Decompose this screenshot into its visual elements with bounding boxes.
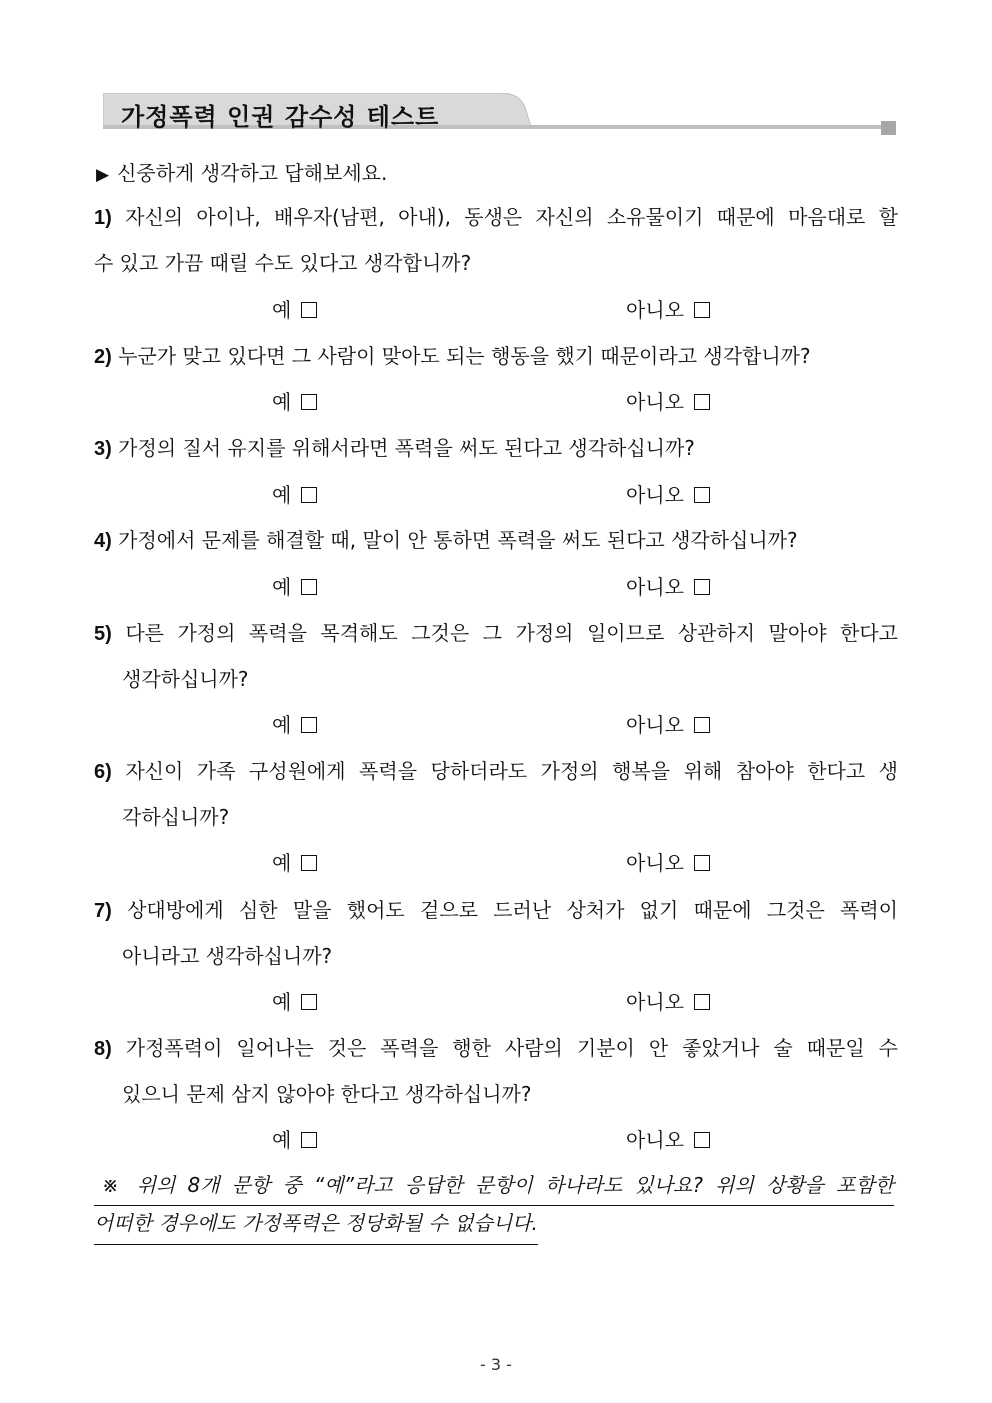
- checkbox-icon[interactable]: [301, 855, 317, 871]
- checkbox-icon[interactable]: [301, 394, 317, 410]
- answer-no-8[interactable]: [626, 1125, 710, 1155]
- answer-no-2[interactable]: [626, 387, 710, 417]
- answer-yes-5[interactable]: [272, 710, 317, 740]
- answer-no-6[interactable]: [626, 848, 710, 878]
- question-4: [94, 517, 898, 563]
- answer-yes-label: 예: [272, 1128, 292, 1152]
- question-number: 4): [94, 530, 112, 552]
- question-line: [94, 1025, 898, 1071]
- checkbox-icon[interactable]: [301, 579, 317, 595]
- question-text: 자신의 아이나, 배우자(남편, 아내), 동생은 자신의 소유물이기 때문에 마음대로 할: [125, 205, 898, 229]
- question-line: [94, 887, 898, 933]
- checkbox-icon[interactable]: [301, 994, 317, 1010]
- question-number: 6): [94, 761, 112, 783]
- question-text: 상대방에게 심한 말을 했어도 겉으로 드러난 상처가 없기 때문에 그것은 폭력이: [127, 898, 898, 922]
- intro-text: 신중하게 생각하고 답해보세요.: [117, 161, 388, 185]
- question-text: 다른 가정의 폭력을 목격해도 그것은 그 가정의 일이므로 상관하지 말아야 한다고: [125, 621, 898, 645]
- question-line: [94, 748, 898, 794]
- question-number: 7): [94, 900, 112, 922]
- page-number: - 3 -: [480, 1355, 512, 1374]
- answer-yes-label: 예: [272, 575, 292, 599]
- note-line-1: ※ 위의 8개 문항 중 “예”라고 응답한 문항이 하나라도 있나요? 위의 상황을 포함한: [94, 1168, 894, 1206]
- answer-no-5[interactable]: [626, 710, 710, 740]
- answer-yes-8[interactable]: [272, 1125, 317, 1155]
- question-line: [94, 194, 898, 240]
- answer-no-label: 아니오: [626, 575, 684, 599]
- question-number: 5): [94, 623, 112, 645]
- question-line: 아니라고 생각하십니까?: [122, 944, 333, 968]
- section-header: [103, 93, 898, 138]
- answer-yes-1[interactable]: [272, 295, 317, 325]
- question-text: 가정에서 문제를 해결할 때, 말이 안 통하면 폭력을 써도 된다고 생각하십니까?: [118, 528, 798, 552]
- checkbox-icon[interactable]: [694, 394, 710, 410]
- question-number: 8): [94, 1038, 112, 1060]
- play-arrow-icon: ▶: [96, 165, 110, 185]
- checkbox-icon[interactable]: [694, 579, 710, 595]
- checkbox-icon[interactable]: [301, 487, 317, 503]
- answer-yes-6[interactable]: [272, 848, 317, 878]
- answer-no-4[interactable]: [626, 572, 710, 602]
- answer-yes-label: 예: [272, 483, 292, 507]
- answer-no-1[interactable]: [626, 295, 710, 325]
- question-number: 2): [94, 346, 112, 368]
- question-line: 수 있고 가끔 때릴 수도 있다고 생각합니까?: [94, 251, 472, 275]
- question-text: 가정의 질서 유지를 위해서라면 폭력을 써도 된다고 생각하십니까?: [118, 436, 695, 460]
- question-7: [94, 887, 898, 979]
- question-line: 각하십니까?: [122, 805, 230, 829]
- checkbox-icon[interactable]: [694, 994, 710, 1010]
- checkbox-icon[interactable]: [694, 717, 710, 733]
- answer-no-3[interactable]: [626, 480, 710, 510]
- answer-no-label: 아니오: [626, 851, 684, 875]
- question-6: [94, 748, 898, 840]
- answer-yes-label: 예: [272, 713, 292, 737]
- answer-no-label: 아니오: [626, 483, 684, 507]
- checkbox-icon[interactable]: [694, 855, 710, 871]
- checkbox-icon[interactable]: [301, 302, 317, 318]
- question-2: [94, 333, 898, 379]
- question-3: [94, 425, 898, 471]
- intro-line: [96, 157, 387, 186]
- question-line: [94, 610, 898, 656]
- closing-note: [94, 1168, 894, 1245]
- question-number: 1): [94, 207, 112, 229]
- answer-no-7[interactable]: [626, 987, 710, 1017]
- question-number: 3): [94, 438, 112, 460]
- answer-yes-label: 예: [272, 390, 292, 414]
- question-line: 생각하십니까?: [122, 667, 249, 691]
- checkbox-icon[interactable]: [694, 487, 710, 503]
- note-line-2: 어떠한 경우에도 가정폭력은 정당화될 수 없습니다.: [94, 1206, 538, 1245]
- answer-yes-label: 예: [272, 851, 292, 875]
- checkbox-icon[interactable]: [301, 1132, 317, 1148]
- question-5: [94, 610, 898, 702]
- answer-no-label: 아니오: [626, 990, 684, 1014]
- answer-no-label: 아니오: [626, 298, 684, 322]
- question-line: [94, 517, 898, 563]
- checkbox-icon[interactable]: [694, 1132, 710, 1148]
- answer-no-label: 아니오: [626, 390, 684, 414]
- question-8: [94, 1025, 898, 1117]
- question-text: 가정폭력이 일어나는 것은 폭력을 행한 사람의 기분이 안 좋았거나 술 때문일 수: [125, 1036, 899, 1060]
- question-line: [94, 333, 898, 379]
- answer-no-label: 아니오: [626, 713, 684, 737]
- checkbox-icon[interactable]: [694, 302, 710, 318]
- answer-yes-7[interactable]: [272, 987, 317, 1017]
- answer-yes-label: 예: [272, 990, 292, 1014]
- checkbox-icon[interactable]: [301, 717, 317, 733]
- answer-yes-2[interactable]: [272, 387, 317, 417]
- answer-no-label: 아니오: [626, 1128, 684, 1152]
- answer-yes-4[interactable]: [272, 572, 317, 602]
- answer-yes-3[interactable]: [272, 480, 317, 510]
- answer-yes-label: 예: [272, 298, 292, 322]
- question-text: 자신이 가족 구성원에게 폭력을 당하더라도 가정의 행복을 위해 참아야 한다고 생: [125, 759, 898, 783]
- question-line: 있으니 문제 삼지 않아야 한다고 생각하십니까?: [122, 1082, 532, 1106]
- question-line: [94, 425, 898, 471]
- page-title: 가정폭력 인권 감수성 테스트: [121, 103, 440, 131]
- question-1: [94, 194, 898, 286]
- question-text: 누군가 맞고 있다면 그 사람이 맞아도 되는 행동을 했기 때문이라고 생각합니까?: [118, 344, 811, 368]
